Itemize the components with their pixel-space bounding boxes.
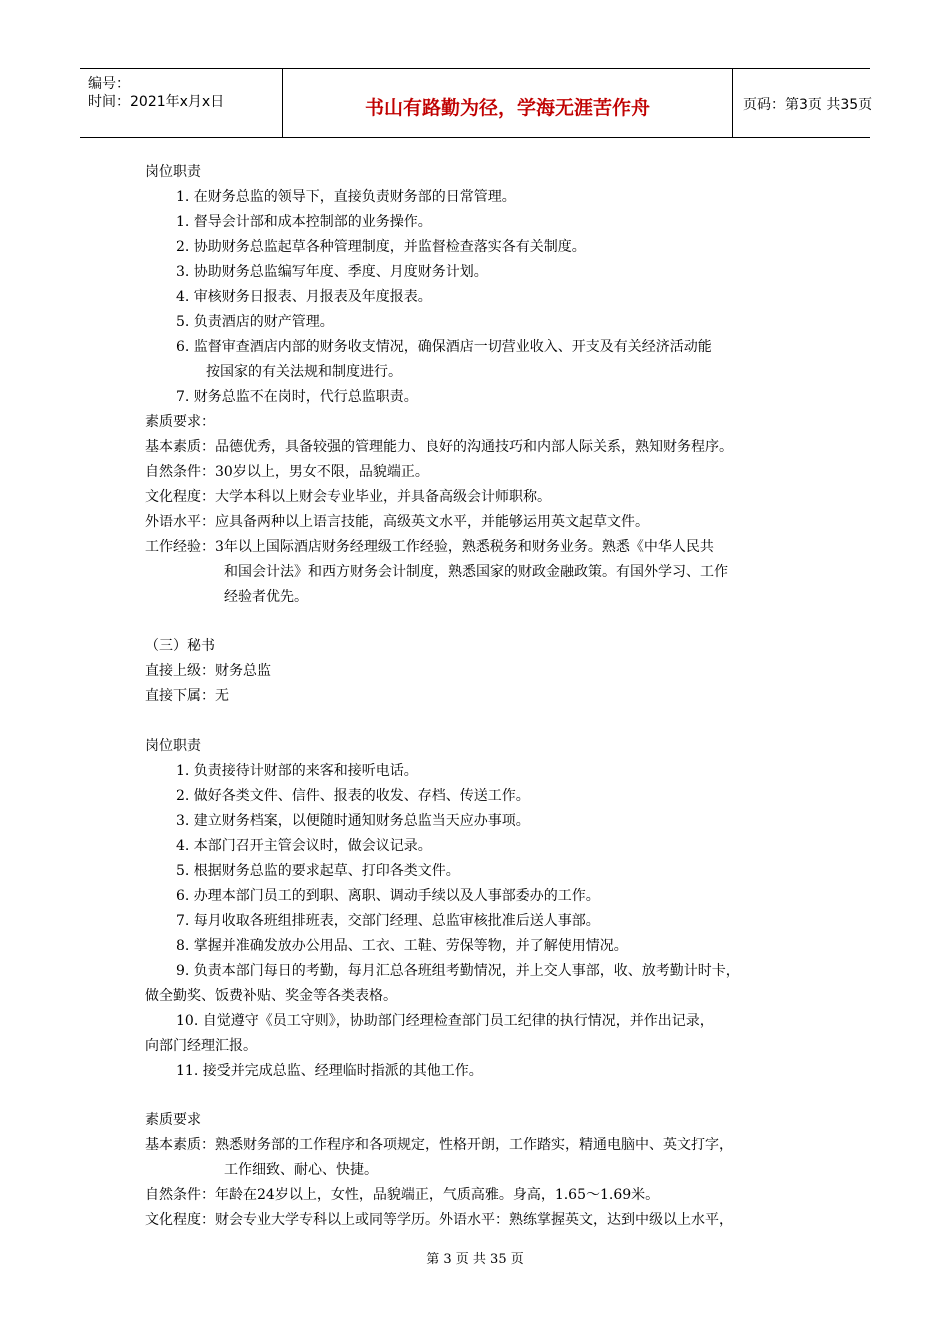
requirement-continuation: 和国会计法》和西方财务会计制度，熟悉国家的财政金融政策。有国外学习、工作 [224, 564, 728, 580]
list-item: 3. 协助财务总监编写年度、季度、月度财务计划。 [176, 264, 488, 280]
section-heading: 素质要求： [145, 414, 215, 430]
section-heading: 素质要求 [145, 1112, 201, 1128]
list-item: 3. 建立财务档案，以便随时通知财务总监当天应办事项。 [176, 813, 530, 829]
list-item: 1. 在财务总监的领导下，直接负责财务部的日常管理。 [176, 189, 516, 205]
list-item: 8. 掌握并准确发放办公用品、工衣、工鞋、劳保等物，并了解使用情况。 [176, 938, 628, 954]
header-right-cell [733, 69, 873, 137]
requirement-line: 外语水平：应具备两种以上语言技能，高级英文水平，并能够运用英文起草文件。 [145, 514, 649, 530]
requirement-line: 文化程度：大学本科以上财会专业毕业，并具备高级会计师职称。 [145, 489, 551, 505]
list-item: 6. 办理本部门员工的到职、离职、调动手续以及人事部委办的工作。 [176, 888, 600, 904]
requirement-line: 自然条件：30岁以上，男女不限，品貌端正。 [145, 464, 429, 480]
list-item: 1. 督导会计部和成本控制部的业务操作。 [176, 214, 432, 230]
header-table [80, 68, 873, 138]
header-left-cell [80, 69, 283, 137]
subsection-title: （三）秘书 [145, 638, 215, 654]
header-center-cell [283, 69, 733, 137]
header-page-info: 页码：第3页 共35页 [743, 97, 873, 113]
document-number: 编号： [88, 76, 130, 92]
list-item: 6. 监督审查酒店内部的财务收支情况，确保酒店一切营业收入、开支及有关经济活动能 [176, 339, 712, 355]
requirement-line: 基本素质：品德优秀，具备较强的管理能力、良好的沟通技巧和内部人际关系，熟知财务程序。 [145, 439, 733, 455]
reporting-line: 直接上级：财务总监 [145, 663, 271, 679]
requirement-continuation: 经验者优先。 [224, 589, 308, 605]
list-item: 1. 负责接待计财部的来客和接听电话。 [176, 763, 418, 779]
section-heading: 岗位职责 [145, 738, 201, 754]
header-motto: 书山有路勤为径，学海无涯苦作舟 [364, 97, 650, 119]
requirement-line: 工作经验：3年以上国际酒店财务经理级工作经验，熟悉税务和财务业务。熟悉《中华人民共 [145, 539, 714, 555]
requirement-continuation: 工作细致、耐心、快捷。 [224, 1162, 378, 1178]
requirement-line: 自然条件：年龄在24岁以上，女性，品貌端正，气质高雅。身高，1.65～1.69米。 [145, 1187, 660, 1203]
page-footer: 第 3 页 共 35 页 [426, 1252, 524, 1267]
list-item: 4. 本部门召开主管会议时，做会议记录。 [176, 838, 432, 854]
section-heading: 岗位职责 [145, 164, 201, 180]
list-item: 2. 协助财务总监起草各种管理制度，并监督检查落实各有关制度。 [176, 239, 586, 255]
list-item: 10. 自觉遵守《员工守则》，协助部门经理检查部门员工纪律的执行情况，并作出记录， [176, 1013, 714, 1029]
list-item: 7. 每月收取各班组排班表，交部门经理、总监审核批准后送人事部。 [176, 913, 600, 929]
list-item: 2. 做好各类文件、信件、报表的收发、存档、传送工作。 [176, 788, 530, 804]
list-item: 4. 审核财务日报表、月报表及年度报表。 [176, 289, 432, 305]
list-item-continuation: 向部门经理汇报。 [145, 1038, 257, 1054]
list-item: 5. 负责酒店的财产管理。 [176, 314, 334, 330]
list-item: 11. 接受并完成总监、经理临时指派的其他工作。 [176, 1063, 483, 1079]
list-item: 7. 财务总监不在岗时，代行总监职责。 [176, 389, 418, 405]
reporting-line: 直接下属：无 [145, 688, 229, 704]
requirement-line: 文化程度：财会专业大学专科以上或同等学历。外语水平：熟练掌握英文，达到中级以上水平， [145, 1212, 733, 1228]
list-item: 9. 负责本部门每日的考勤，每月汇总各班组考勤情况，并上交人事部，收、放考勤计时卡， [176, 963, 740, 979]
requirement-line: 基本素质：熟悉财务部的工作程序和各项规定，性格开朗，工作踏实，精通电脑中、英文打字， [145, 1137, 733, 1153]
list-item-continuation: 做全勤奖、饭费补贴、奖金等各类表格。 [145, 988, 397, 1004]
document-date: 时间：2021年x月x日 [88, 94, 225, 110]
list-item-continuation: 按国家的有关法规和制度进行。 [206, 364, 402, 380]
list-item: 5. 根据财务总监的要求起草、打印各类文件。 [176, 863, 460, 879]
